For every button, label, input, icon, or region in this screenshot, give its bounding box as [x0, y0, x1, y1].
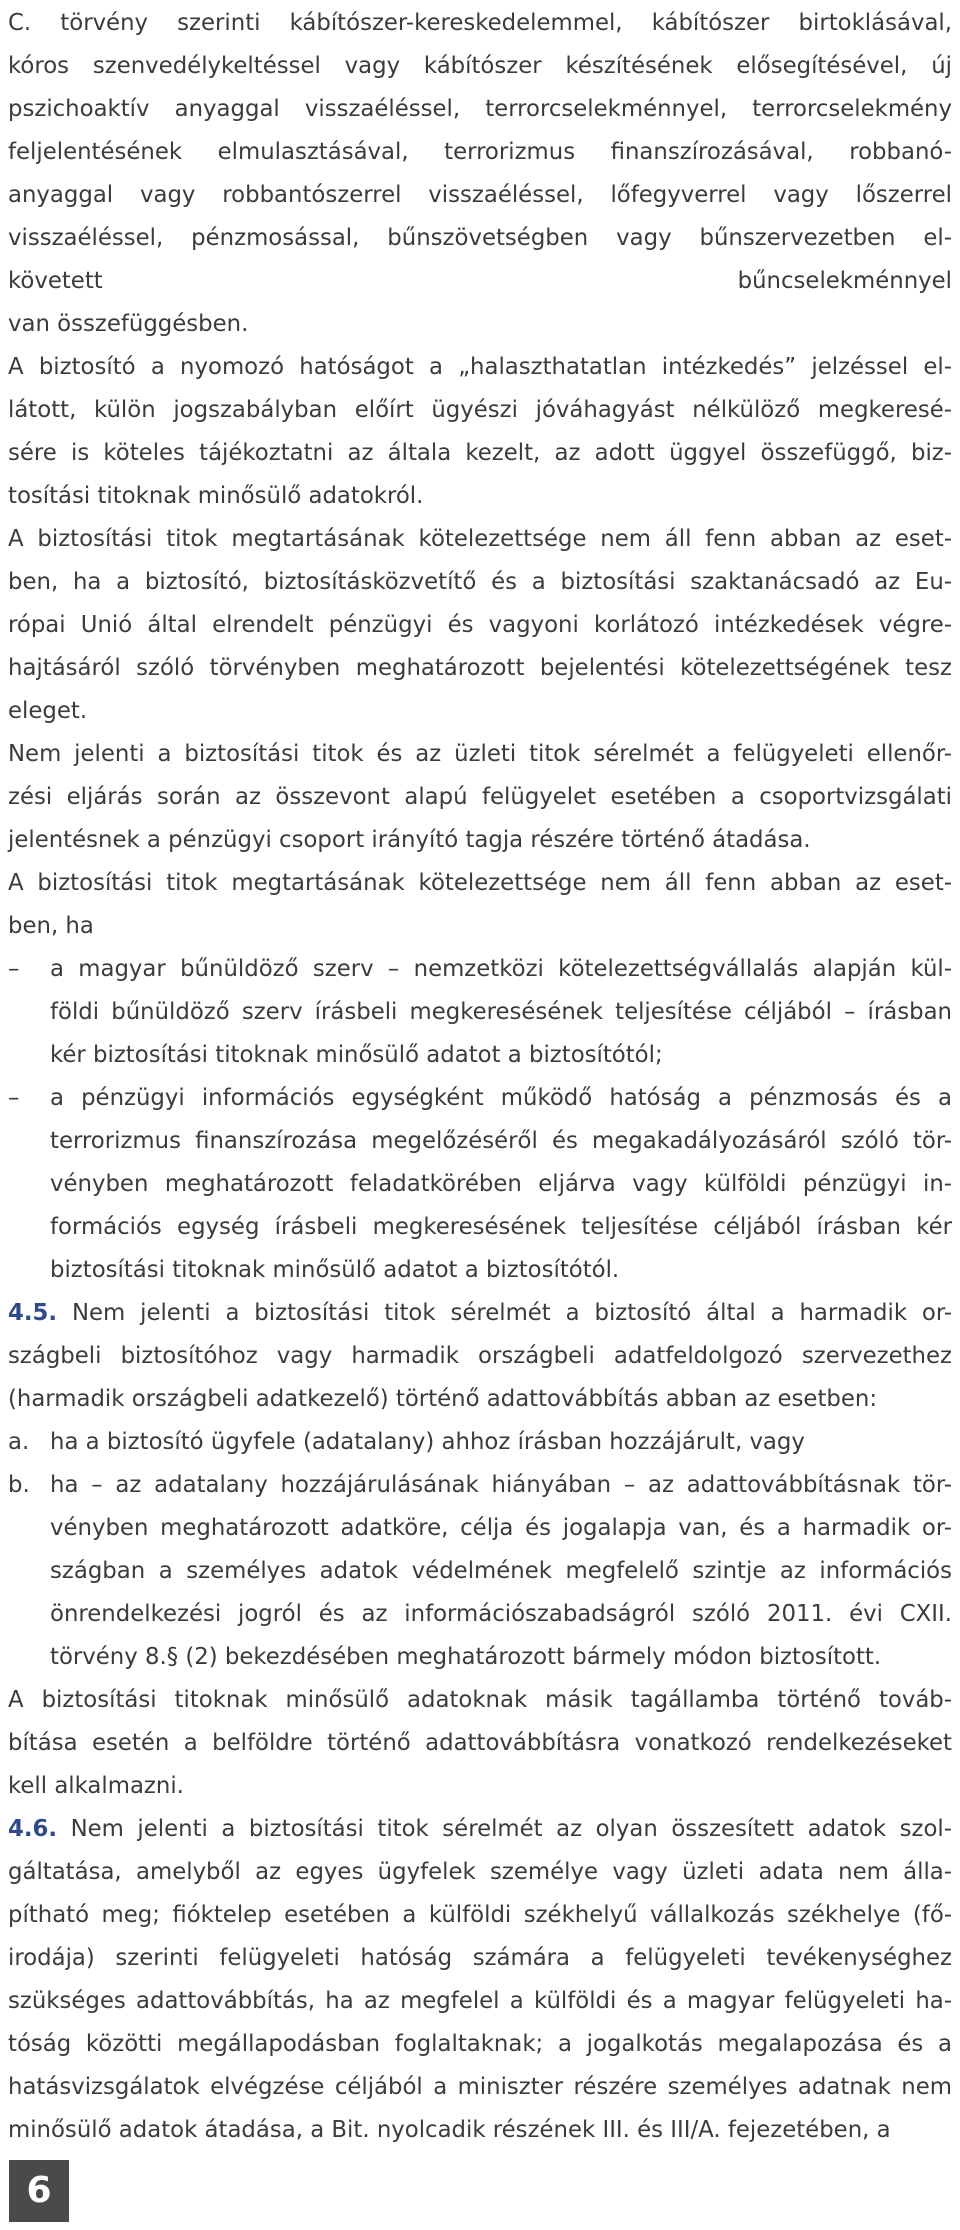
text-line: hatásvizsgálatok elvégzése céljából a miniszter részére személyes adatnak nem: [8, 2074, 952, 2100]
section-number: 4.6.: [8, 1816, 58, 1842]
text-line: jelentésnek a pénzügyi csoport irányító tagja részére történő átadása.: [8, 827, 811, 853]
text-line: vényben meghatározott adatköre, célja és jogalapja van, és a harmadik or-: [50, 1515, 952, 1541]
text-line: visszaéléssel, pénzmosással, bűnszövetségben vagy bűnszervezetben el-: [8, 225, 952, 251]
dash-list-item: [8, 948, 952, 1077]
text-line: ben, ha: [8, 913, 94, 939]
text-line: irodája) szerinti felügyeleti hatóság számára a felügyeleti tevékenységhez: [8, 1945, 952, 1971]
text-line: tosítási titoknak minősülő adatokról.: [8, 483, 424, 509]
dash-list-item: [8, 1077, 952, 1292]
text-line: biztosítási titoknak minősülő adatot a biztosítótól.: [50, 1257, 620, 1283]
text-line: pítható meg; fióktelep esetében a külföldi székhelyű vállalkozás székhelye (fő-: [8, 1902, 952, 1928]
text-line: gáltatása, amelyből az egyes ügyfelek személye vagy üzleti adata nem álla-: [8, 1859, 952, 1885]
text-line: kóros szenvedélykeltéssel vagy kábítószer készítésének elősegítésével, új: [8, 53, 952, 79]
page-number-badge: [9, 2160, 69, 2222]
text-line: pszichoaktív anyaggal visszaéléssel, terrorcselekménnyel, terrorcselekmény: [8, 96, 952, 122]
text-line: önrendelkezési jogról és az információszabadságról szóló 2011. évi CXII.: [50, 1601, 952, 1627]
text-line: [8, 1808, 952, 1851]
text-line: A biztosítási titok megtartásának kötelezettsége nem áll fenn abban az eset-: [8, 526, 952, 552]
numbered-section: [8, 1808, 952, 2152]
text-line: szágban a személyes adatok védelmének megfelelő szintje az információs: [50, 1558, 952, 1584]
text-line: hajtásáról szóló törvényben meghatározott bejelentési kötelezettségének tesz: [8, 655, 952, 681]
text-line: törvény 8.§ (2) bekezdésében meghatározott bármely módon biztosított.: [50, 1644, 882, 1670]
section-text: Nem jelenti a biztosítási titok sérelmét a biztosító által a harmadik or-: [57, 1300, 952, 1326]
text-line: a magyar bűnüldöző szerv – nemzetközi kötelezettségvállalás alapján kül-: [50, 956, 952, 982]
text-line: tóság közötti megállapodásban foglaltaknak; a jogalkotás megalapozása és a: [8, 2031, 952, 2057]
text-line: látott, külön jogszabályban előírt ügyészi jóváhagyást nélkülöző megkeresé-: [8, 397, 952, 423]
dash-marker: –: [8, 1085, 20, 1111]
text-line: eleget.: [8, 698, 88, 724]
text-line: anyaggal vagy robbantószerrel visszaéléssel, lőfegyverrel vagy lőszerrel: [8, 182, 952, 208]
paragraph: [8, 1679, 952, 1808]
text-line: minősülő adatok átadása, a Bit. nyolcadik részének III. és III/A. fejezetében, a: [8, 2117, 891, 2143]
text-line: A biztosítási titok megtartásának kötelezettsége nem áll fenn abban az eset-: [8, 870, 952, 896]
text-line: ben, ha a biztosító, biztosításközvetítő és a biztosítási szaktanácsadó az Eu-: [8, 569, 952, 595]
text-line: kér biztosítási titoknak minősülő adatot a biztosítótól;: [50, 1042, 663, 1068]
text-line: C. törvény szerinti kábítószer-kereskedelemmel, kábítószer birtoklásával,: [8, 10, 952, 36]
paragraph: [8, 518, 952, 733]
text-line: terrorizmus finanszírozása megelőzéséről és megakadályozásáról szóló tör-: [50, 1128, 952, 1154]
letter-marker: b.: [8, 1472, 30, 1498]
text-line: rópai Unió által elrendelt pénzügyi és vagyoni korlátozó intézkedések végre-: [8, 612, 952, 638]
text-line: bítása esetén a belföldre történő adattovábbításra vonatkozó rendelkezéseket: [8, 1730, 952, 1756]
text-line: kell alkalmazni.: [8, 1773, 184, 1799]
document-page: [8, 2, 952, 2152]
paragraph: [8, 862, 952, 948]
dash-marker: –: [8, 956, 20, 982]
page-number: 6: [26, 2170, 52, 2211]
section-number: 4.5.: [8, 1300, 58, 1326]
text-line: ha a biztosító ügyfele (adatalany) ahhoz írásban hozzájárult, vagy: [50, 1429, 805, 1455]
text-line: a pénzügyi információs egységként működő hatóság a pénzmosás és a: [50, 1085, 952, 1111]
text-line: szágbeli biztosítóhoz vagy harmadik országbeli adatfeldolgozó szervezethez: [8, 1343, 952, 1369]
text-line: sére is köteles tájékoztatni az általa kezelt, az adott üggyel összefüggő, biz-: [8, 440, 952, 466]
text-line: A biztosító a nyomozó hatóságot a „halaszthatatlan intézkedés” jelzéssel el-: [8, 354, 952, 380]
text-line: vényben meghatározott feladatkörében eljárva vagy külföldi pénzügyi in-: [50, 1171, 952, 1197]
text-line: ha – az adatalany hozzájárulásának hiányában – az adattovábbításnak tör-: [50, 1472, 952, 1498]
text-line: követett bűncselekménnyel: [8, 268, 952, 294]
text-line: Nem jelenti a biztosítási titok és az üzleti titok sérelmét a felügyeleti ellenőr-: [8, 741, 952, 767]
text-line: földi bűnüldöző szerv írásbeli megkeresésének teljesítése céljából – írásban: [50, 999, 952, 1025]
numbered-section: [8, 1292, 952, 1421]
text-line: (harmadik országbeli adatkezelő) történő adattovábbítás abban az esetben:: [8, 1386, 878, 1412]
letter-marker: a.: [8, 1429, 30, 1455]
text-line: A biztosítási titoknak minősülő adatoknak másik tagállamba történő továb-: [8, 1687, 952, 1713]
paragraph: [8, 2, 952, 346]
lettered-list-item: [8, 1464, 952, 1679]
section-text: Nem jelenti a biztosítási titok sérelmét az olyan összesített adatok szol-: [57, 1816, 952, 1842]
paragraph: [8, 733, 952, 862]
text-line: van összefüggésben.: [8, 311, 249, 337]
lettered-list-item: [8, 1421, 952, 1464]
paragraph: [8, 346, 952, 518]
text-line: feljelentésének elmulasztásával, terrorizmus finanszírozásával, robbanó-: [8, 139, 952, 165]
text-line: szükséges adattovábbítás, ha az megfelel a külföldi és a magyar felügyeleti ha-: [8, 1988, 952, 2014]
text-line: formációs egység írásbeli megkeresésének teljesítése céljából írásban kér: [50, 1214, 952, 1240]
text-line: [8, 1292, 952, 1335]
text-line: zési eljárás során az összevont alapú felügyelet esetében a csoportvizsgálati: [8, 784, 952, 810]
